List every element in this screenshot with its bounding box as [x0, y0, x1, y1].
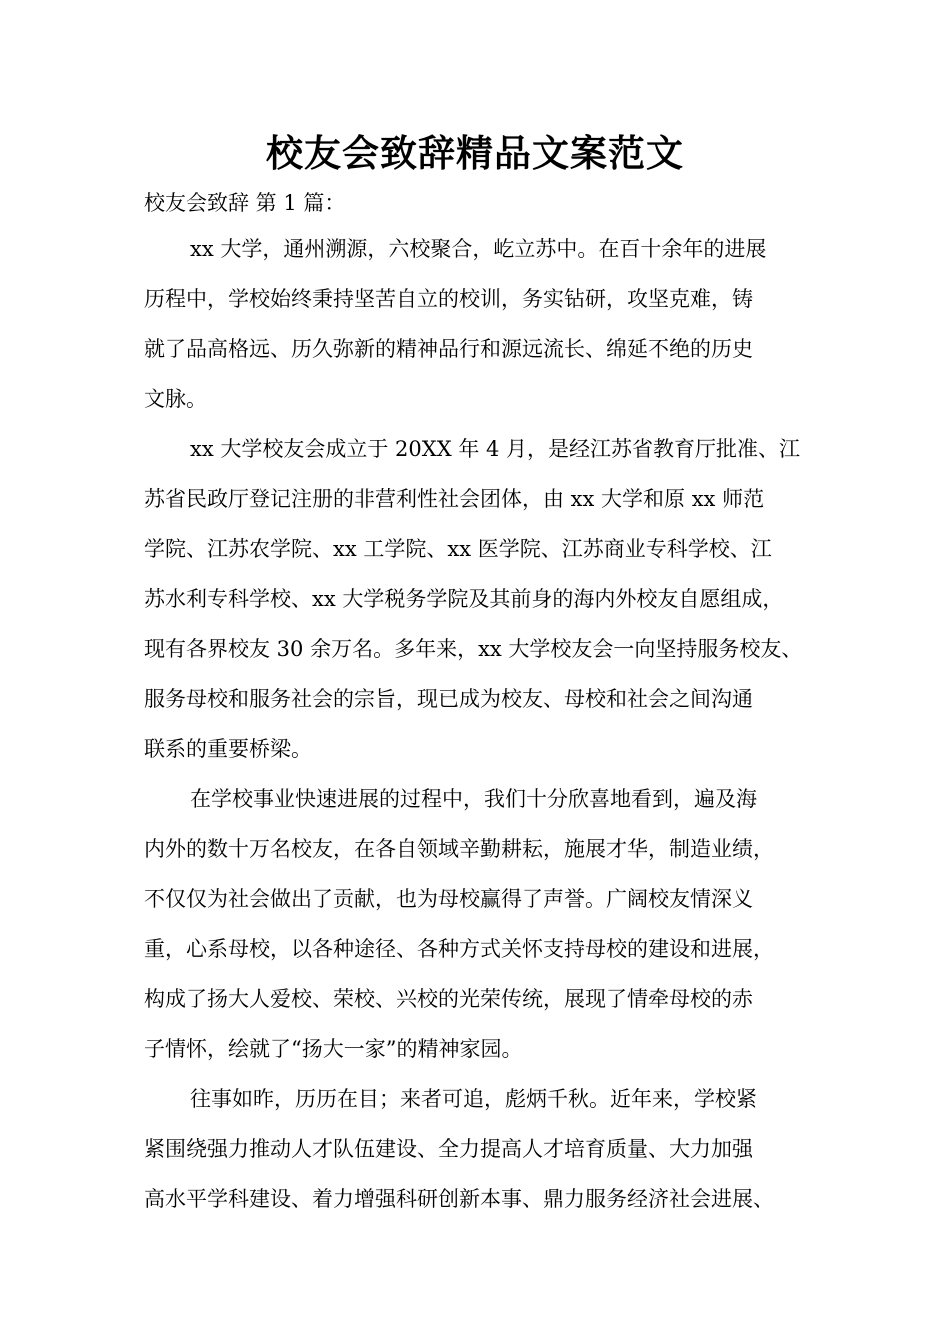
paragraph-line: 现有各界校友 30 余万名。多年来，xx 大学校友会一向坚持服务校友、 [144, 637, 803, 661]
paragraph-line: xx 大学校友会成立于 20XX 年 4 月，是经江苏省教育厅批准、江 [190, 437, 801, 461]
paragraph-line: 不仅仅为社会做出了贡献，也为母校赢得了声誉。广阔校友情深义 [144, 887, 753, 911]
paragraph-line: 服务母校和服务社会的宗旨，现已成为校友、母校和社会之间沟通 [144, 687, 753, 711]
paragraph-line: 重，心系母校，以各种途径、各种方式关怀支持母校的建设和进展， [144, 937, 774, 961]
paragraph-line: 苏省民政厅登记注册的非营利性社会团体，由 xx 大学和原 xx 师范 [144, 487, 765, 511]
paragraph-line: 往事如昨，历历在目；来者可追，彪炳千秋。近年来，学校紧 [190, 1087, 757, 1111]
paragraph-line: 就了品高格远、历久弥新的精神品行和源远流长、绵延不绝的历史 [144, 337, 753, 361]
paragraph-line: 历程中，学校始终秉持坚苦自立的校训，务实钻研，攻坚克难，铸 [144, 287, 753, 311]
paragraph-line: 紧围绕强力推动人才队伍建设、全力提高人才培育质量、大力加强 [144, 1137, 753, 1161]
paragraph-line: xx 大学，通州溯源，六校聚合，屹立苏中。在百十余年的进展 [190, 237, 767, 261]
paragraph-line: 文脉。 [144, 387, 207, 411]
paragraph-line: 内外的数十万名校友，在各自领域辛勤耕耘，施展才华，制造业绩， [144, 837, 774, 861]
paragraph-line: 在学校事业快速进展的过程中，我们十分欣喜地看到，遍及海 [190, 787, 757, 811]
paragraph-line: 子情怀，绘就了“扬大一家”的精神家园。 [144, 1037, 523, 1061]
paragraph-line: 学院、江苏农学院、xx 工学院、xx 医学院、江苏商业专科学校、江 [144, 537, 772, 561]
paragraph-line: 高水平学科建设、着力增强科研创新本事、鼎力服务经济社会进展、 [144, 1187, 774, 1211]
paragraph-line: 构成了扬大人爱校、荣校、兴校的光荣传统，展现了情牵母校的赤 [144, 987, 753, 1011]
paragraph-line: 苏水利专科学校、xx 大学税务学院及其前身的海内外校友自愿组成， [144, 587, 784, 611]
paragraph-line: 联系的重要桥梁。 [144, 737, 312, 761]
document-title: 校友会致辞精品文案范文 [266, 131, 684, 175]
section-heading: 校友会致辞 第 1 篇： [144, 191, 346, 215]
